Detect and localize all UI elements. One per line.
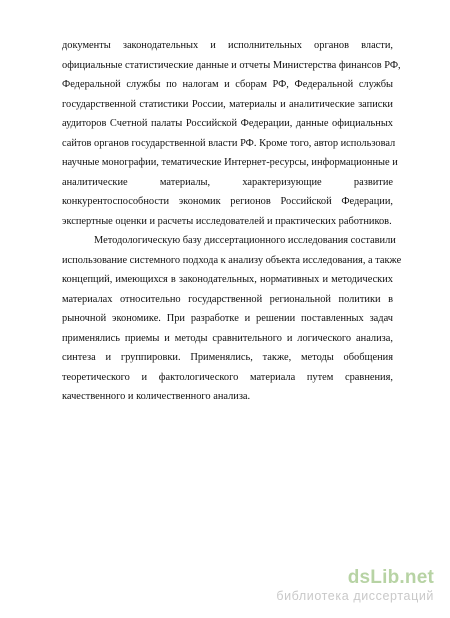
watermark-logo: [276, 568, 434, 588]
text-line: документы законодательных и исполнительных органов власти,: [62, 40, 393, 51]
text-line: Федеральной службы по налогам и сборам РФ, Федеральной службы: [62, 79, 393, 90]
text-line: экспертные оценки и расчеты исследователей и практических работников.: [62, 215, 392, 227]
watermark-logo-tld: .net: [399, 567, 434, 588]
text-line: материалах относительно государственной региональной политики в: [62, 293, 393, 305]
text-line: официальные статистические данные и отчеты Министерства финансов РФ,: [62, 59, 401, 71]
text-line: применялись приемы и методы сравнительного и логического анализа,: [62, 332, 393, 344]
text-line: теоретического и фактологического материала путем сравнения,: [62, 371, 393, 383]
text-line: конкурентоспособности экономик регионов Российской Федерации,: [62, 196, 393, 207]
text-line: государственной статистики России, материалы и аналитические записки: [62, 98, 393, 110]
text-line: качественного и количественного анализа.: [62, 391, 251, 402]
text-line: рыночной экономике. При разработке и решении поставленных задач: [62, 313, 393, 324]
text-line: сайтов органов государственной власти РФ. Кроме того, автор использовал: [62, 137, 396, 149]
watermark-subtitle: библиотека диссертаций: [276, 589, 434, 603]
text-line: Методологическую базу диссертационного исследования составили: [94, 235, 396, 246]
text-line: научные монографии, тематические Интернет-ресурсы, информационные и: [62, 157, 398, 168]
text-line: использование системного подхода к анализу объекта исследования, а также: [62, 254, 402, 266]
text-line: синтеза и группировки. Применялись, также, методы обобщения: [62, 352, 393, 363]
text-line: аналитические материалы, характеризующие развитие: [62, 176, 393, 188]
dslib-watermark: [276, 568, 434, 604]
text-line: концепций, имеющихся в законодательных, нормативных и методических: [62, 274, 393, 285]
watermark-logo-main: dsLib: [347, 567, 400, 588]
text-line: аудиторов Счетной палаты Российской Федерации, данные официальных: [62, 118, 393, 129]
body-text: [62, 36, 402, 407]
